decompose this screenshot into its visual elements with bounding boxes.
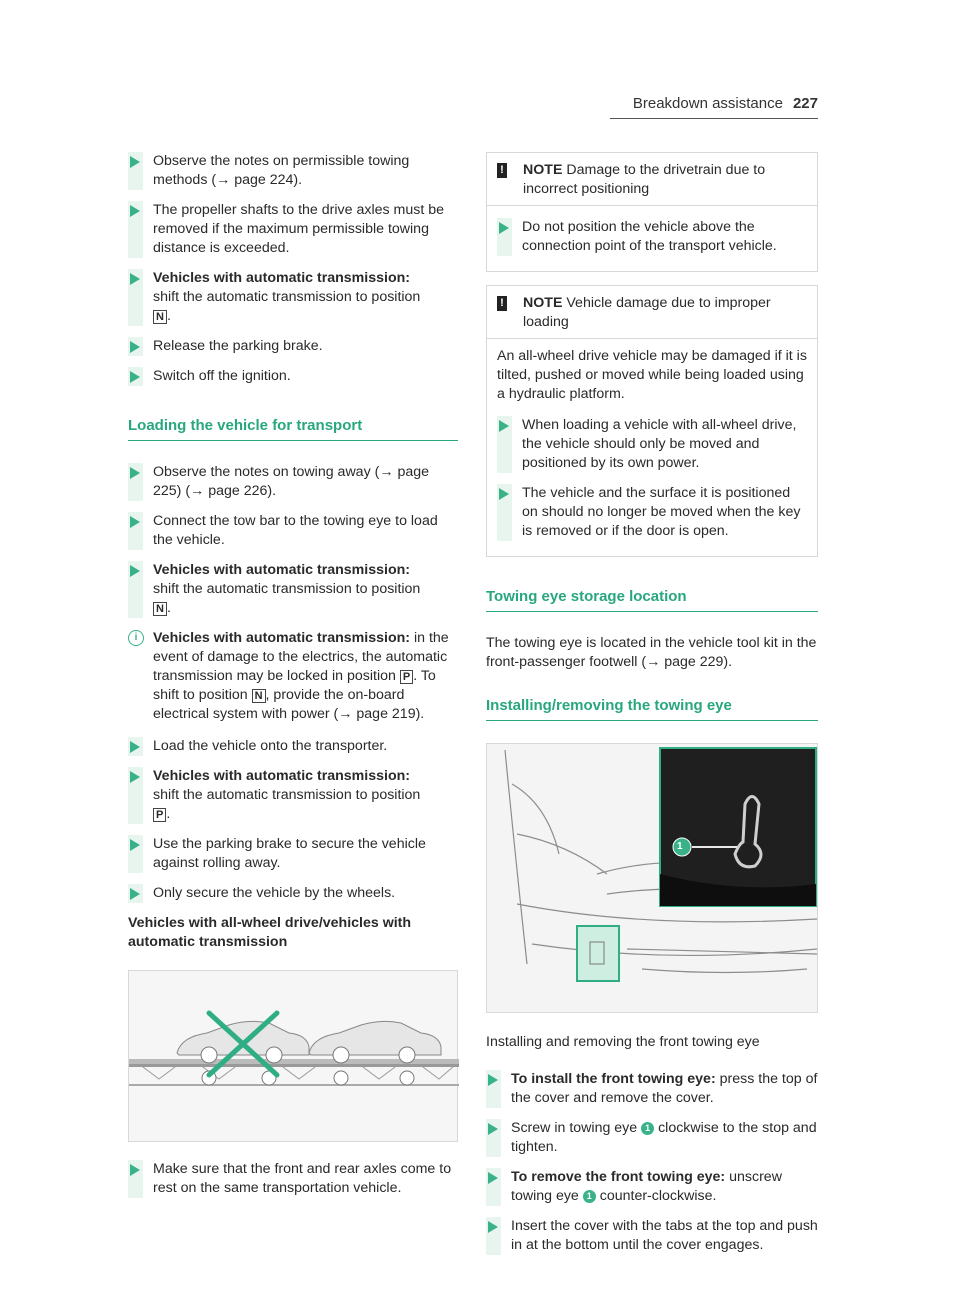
step: Make sure that the front and rear axles come to rest on the same transportation vehicle.: [128, 1160, 458, 1198]
warning-icon: !: [497, 296, 507, 311]
subheading: Vehicles with all-wheel drive/vehicles with automatic transmission: [128, 915, 412, 950]
left-column: [128, 152, 458, 1209]
arrow-right-icon: [499, 222, 509, 234]
arrow-right-icon: [488, 1221, 498, 1233]
step: Vehicles with automatic transmission: shift the automatic transmission to position P .: [128, 767, 458, 824]
arrow-right-icon: [488, 1123, 498, 1135]
transport-illustration: [128, 970, 458, 1142]
step: The propeller shafts to the drive axles must be removed if the maximum permissible towing distance is exceeded.: [128, 201, 458, 258]
page-header: [633, 94, 818, 113]
gear-p-key: P: [153, 808, 166, 822]
arrow-right-icon: [488, 1172, 498, 1184]
notice-header: ! NOTE Damage to the drivetrain due to incorrect positioning: [487, 153, 817, 206]
gear-n-key: N: [252, 689, 266, 703]
notice-drivetrain: [486, 152, 818, 272]
step: The vehicle and the surface it is positioned on should no longer be moved when the key is removed or if the door is open.: [497, 484, 807, 541]
header-rule: [610, 118, 818, 119]
arrow-right-icon: [499, 420, 509, 432]
step: Screw in towing eye 1 clockwise to the stop and tighten.: [486, 1119, 818, 1157]
gear-p-key: P: [400, 670, 413, 684]
callout-1-label: 1: [677, 841, 683, 852]
step: To remove the front towing eye: unscrew towing eye 1 counter-clockwise.: [486, 1168, 818, 1206]
arrow-right-icon: [130, 467, 140, 479]
arrow-right-icon: [499, 488, 509, 500]
arrow-right-icon: [130, 565, 140, 577]
step: Observe the notes on permissible towing methods (→ page 224).: [128, 152, 458, 190]
step: Vehicles with automatic transmission: shift the automatic transmission to position N .: [128, 269, 458, 326]
storage-text: The towing eye is located in the vehicle tool kit in the front-passenger footwell (→ page 229).: [486, 635, 817, 670]
arrow-right-icon: [488, 1074, 498, 1086]
arrow-right-icon: [130, 741, 140, 753]
step: Use the parking brake to secure the vehicle against rolling away.: [128, 835, 458, 873]
notice-body: [487, 206, 817, 271]
arrow-right-icon: [130, 1164, 140, 1176]
front-bumper-illustration: [487, 744, 819, 1012]
step: Switch off the ignition.: [128, 367, 458, 386]
notice-loading: [486, 285, 818, 557]
warning-icon: !: [497, 163, 507, 178]
notice-header: ! NOTE Vehicle damage due to improper loading: [487, 286, 817, 339]
section-title-install: Installing/removing the towing eye: [486, 696, 818, 721]
step: Load the vehicle onto the transporter.: [128, 737, 458, 756]
arrow-right-icon: [130, 371, 140, 383]
notice-text: An all-wheel drive vehicle may be damaged if it is tilted, pushed or moved while being loaded using a hydraulic platform.: [497, 348, 807, 402]
header-title: Breakdown assistance: [632, 95, 783, 112]
car-transporter-illustration: [129, 971, 459, 1141]
step: Vehicles with automatic transmission: shift the automatic transmission to position N .: [128, 561, 458, 618]
section-title-storage: Towing eye storage location: [486, 587, 818, 612]
page-number: 227: [792, 95, 818, 112]
arrow-right-icon: [130, 839, 140, 851]
callout-1-badge: 1: [583, 1190, 596, 1203]
gear-n-key: N: [153, 310, 167, 324]
arrow-right-icon: [130, 341, 140, 353]
arrow-right-icon: [130, 516, 140, 528]
section-title-loading: Loading the vehicle for transport: [128, 416, 458, 441]
step: Only secure the vehicle by the wheels.: [128, 884, 458, 903]
gear-n-key: N: [153, 602, 167, 616]
image-caption: Installing and removing the front towing eye: [486, 1034, 760, 1050]
step: To install the front towing eye: press the top of the cover and remove the cover.: [486, 1070, 818, 1108]
callout-1-badge: 1: [641, 1122, 654, 1135]
notice-body: [487, 339, 817, 556]
arrow-right-icon: [130, 205, 140, 217]
arrow-right-icon: [130, 273, 140, 285]
right-column: [486, 152, 818, 1266]
info-note: i Vehicles with automatic transmission: in the event of damage to the electrics, the automatic transmission may be locked in position P . To shift to position N , provide the on-board electrical system with power (→ page 219).: [128, 629, 458, 724]
step: Observe the notes on towing away (→ page 225) (→ page 226).: [128, 463, 458, 501]
step: Release the parking brake.: [128, 337, 458, 356]
towing-eye-illustration: [486, 743, 818, 1013]
arrow-right-icon: [130, 156, 140, 168]
arrow-right-icon: [130, 771, 140, 783]
info-icon: i: [128, 630, 144, 646]
step: Insert the cover with the tabs at the top and push in at the bottom until the cover engages.: [486, 1217, 818, 1255]
arrow-right-icon: [130, 888, 140, 900]
step: Connect the tow bar to the towing eye to load the vehicle.: [128, 512, 458, 550]
step: Do not position the vehicle above the connection point of the transport vehicle.: [497, 218, 807, 256]
step: When loading a vehicle with all-wheel drive, the vehicle should only be moved and positioned by its own power.: [497, 416, 807, 473]
